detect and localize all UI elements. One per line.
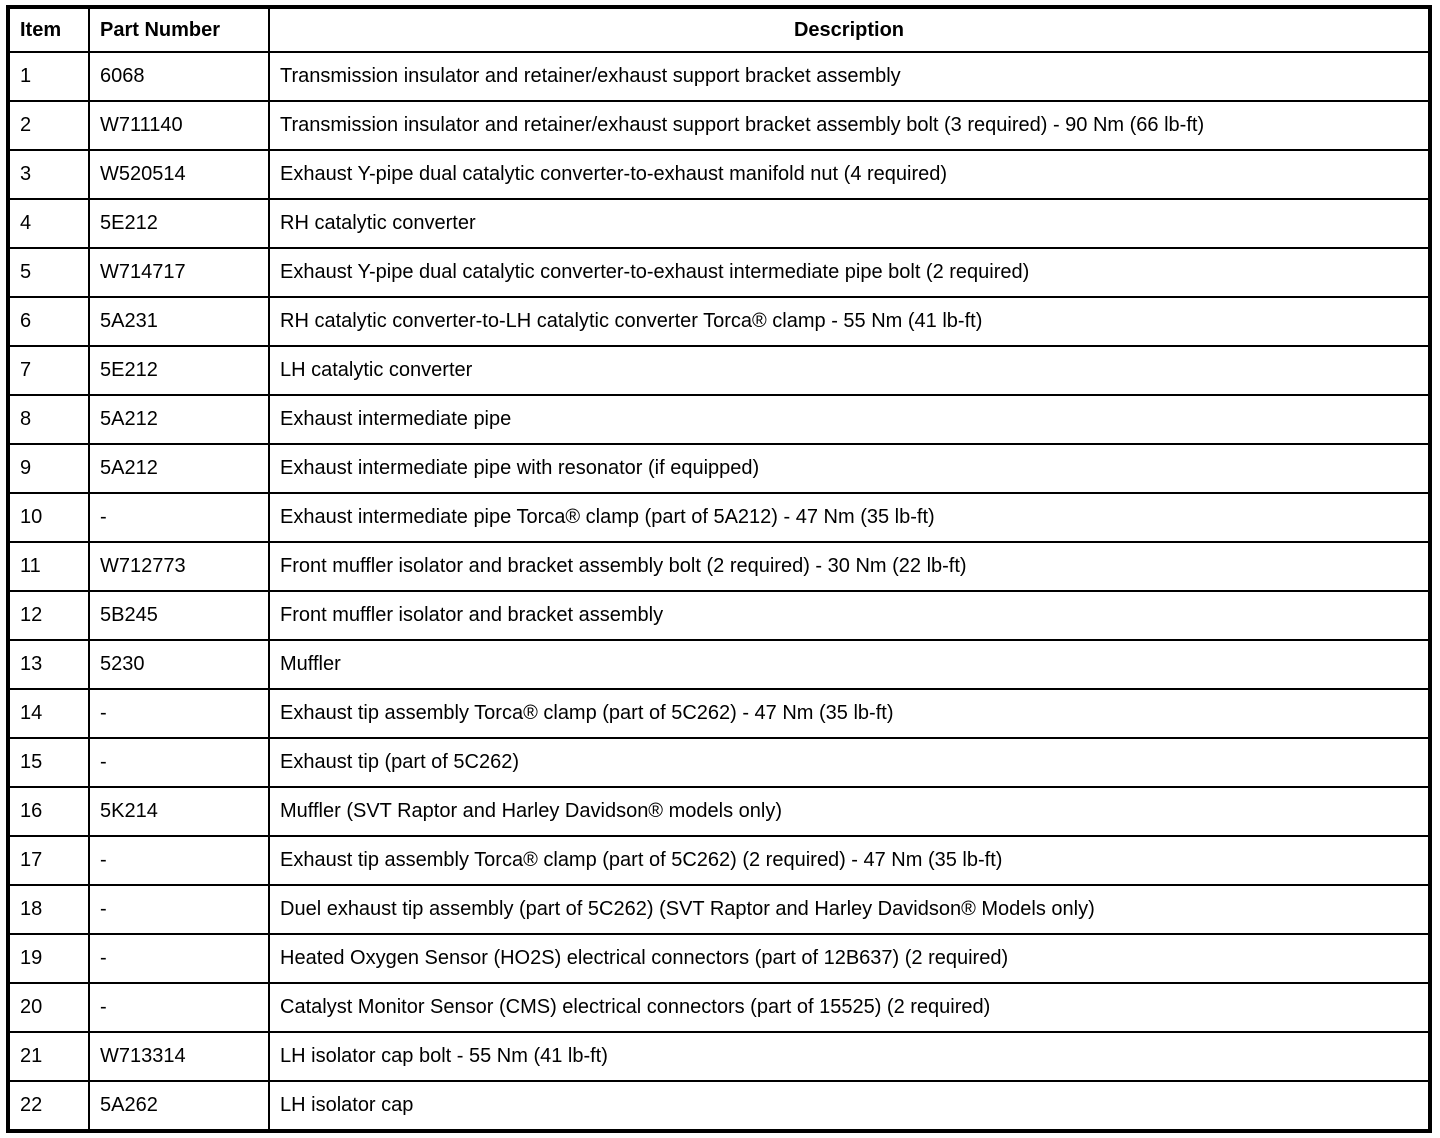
table-row bbox=[8, 885, 1430, 934]
description-cell: Transmission insulator and retainer/exhaust support bracket assembly bbox=[269, 52, 1430, 101]
table-row bbox=[8, 542, 1430, 591]
item-cell: 7 bbox=[8, 346, 89, 395]
table-row bbox=[8, 640, 1430, 689]
part-number-cell: 5230 bbox=[89, 640, 269, 689]
part-number-cell: W714717 bbox=[89, 248, 269, 297]
table-row bbox=[8, 150, 1430, 199]
description-cell: Front muffler isolator and bracket assembly bolt (2 required) - 30 Nm (22 lb-ft) bbox=[269, 542, 1430, 591]
part-number-cell: 5A231 bbox=[89, 297, 269, 346]
description-cell: Duel exhaust tip assembly (part of 5C262) (SVT Raptor and Harley Davidson® Models only) bbox=[269, 885, 1430, 934]
description-cell: Exhaust tip assembly Torca® clamp (part of 5C262) - 47 Nm (35 lb-ft) bbox=[269, 689, 1430, 738]
table-row bbox=[8, 493, 1430, 542]
table-row bbox=[8, 836, 1430, 885]
item-cell: 1 bbox=[8, 52, 89, 101]
description-cell: Exhaust intermediate pipe Torca® clamp (part of 5A212) - 47 Nm (35 lb-ft) bbox=[269, 493, 1430, 542]
description-cell: Exhaust tip assembly Torca® clamp (part of 5C262) (2 required) - 47 Nm (35 lb-ft) bbox=[269, 836, 1430, 885]
part-number-cell: - bbox=[89, 934, 269, 983]
item-cell: 2 bbox=[8, 101, 89, 150]
description-cell: Catalyst Monitor Sensor (CMS) electrical connectors (part of 15525) (2 required) bbox=[269, 983, 1430, 1032]
item-cell: 11 bbox=[8, 542, 89, 591]
description-cell: Exhaust Y-pipe dual catalytic converter-to-exhaust manifold nut (4 required) bbox=[269, 150, 1430, 199]
header-item: Item bbox=[8, 7, 89, 52]
item-cell: 22 bbox=[8, 1081, 89, 1131]
description-cell: LH isolator cap bbox=[269, 1081, 1430, 1131]
item-cell: 15 bbox=[8, 738, 89, 787]
table-row bbox=[8, 346, 1430, 395]
table-row bbox=[8, 787, 1430, 836]
part-number-cell: 5K214 bbox=[89, 787, 269, 836]
description-cell: Front muffler isolator and bracket assembly bbox=[269, 591, 1430, 640]
item-cell: 12 bbox=[8, 591, 89, 640]
part-number-cell: 5A262 bbox=[89, 1081, 269, 1131]
header-description: Description bbox=[269, 7, 1430, 52]
part-number-cell: 5E212 bbox=[89, 346, 269, 395]
part-number-cell: - bbox=[89, 493, 269, 542]
description-cell: Exhaust tip (part of 5C262) bbox=[269, 738, 1430, 787]
part-number-cell: - bbox=[89, 983, 269, 1032]
part-number-cell: - bbox=[89, 689, 269, 738]
table-row bbox=[8, 983, 1430, 1032]
item-cell: 16 bbox=[8, 787, 89, 836]
parts-table bbox=[6, 5, 1432, 1133]
table-row bbox=[8, 248, 1430, 297]
table-row bbox=[8, 689, 1430, 738]
table-row bbox=[8, 395, 1430, 444]
item-cell: 18 bbox=[8, 885, 89, 934]
item-cell: 14 bbox=[8, 689, 89, 738]
part-number-cell: W712773 bbox=[89, 542, 269, 591]
part-number-cell: 5A212 bbox=[89, 444, 269, 493]
item-cell: 10 bbox=[8, 493, 89, 542]
part-number-cell: 5A212 bbox=[89, 395, 269, 444]
table-row bbox=[8, 934, 1430, 983]
item-cell: 8 bbox=[8, 395, 89, 444]
description-cell: Heated Oxygen Sensor (HO2S) electrical connectors (part of 12B637) (2 required) bbox=[269, 934, 1430, 983]
table-row bbox=[8, 738, 1430, 787]
part-number-cell: 5B245 bbox=[89, 591, 269, 640]
table-row bbox=[8, 199, 1430, 248]
item-cell: 17 bbox=[8, 836, 89, 885]
part-number-cell: 6068 bbox=[89, 52, 269, 101]
item-cell: 5 bbox=[8, 248, 89, 297]
item-cell: 6 bbox=[8, 297, 89, 346]
part-number-cell: - bbox=[89, 885, 269, 934]
item-cell: 20 bbox=[8, 983, 89, 1032]
header-part-number: Part Number bbox=[89, 7, 269, 52]
parts-table-head bbox=[8, 7, 1430, 52]
table-row bbox=[8, 297, 1430, 346]
table-row bbox=[8, 591, 1430, 640]
description-cell: RH catalytic converter-to-LH catalytic converter Torca® clamp - 55 Nm (41 lb-ft) bbox=[269, 297, 1430, 346]
description-cell: Transmission insulator and retainer/exhaust support bracket assembly bolt (3 required) - 90 Nm (66 lb-ft) bbox=[269, 101, 1430, 150]
item-cell: 3 bbox=[8, 150, 89, 199]
description-cell: Exhaust Y-pipe dual catalytic converter-to-exhaust intermediate pipe bolt (2 required) bbox=[269, 248, 1430, 297]
part-number-cell: 5E212 bbox=[89, 199, 269, 248]
description-cell: RH catalytic converter bbox=[269, 199, 1430, 248]
item-cell: 19 bbox=[8, 934, 89, 983]
description-cell: Exhaust intermediate pipe bbox=[269, 395, 1430, 444]
description-cell: Muffler bbox=[269, 640, 1430, 689]
header-row bbox=[8, 7, 1430, 52]
part-number-cell: W713314 bbox=[89, 1032, 269, 1081]
description-cell: LH isolator cap bolt - 55 Nm (41 lb-ft) bbox=[269, 1032, 1430, 1081]
part-number-cell: - bbox=[89, 836, 269, 885]
table-row bbox=[8, 444, 1430, 493]
item-cell: 4 bbox=[8, 199, 89, 248]
item-cell: 13 bbox=[8, 640, 89, 689]
item-cell: 9 bbox=[8, 444, 89, 493]
part-number-cell: W520514 bbox=[89, 150, 269, 199]
table-row bbox=[8, 1081, 1430, 1131]
part-number-cell: W711140 bbox=[89, 101, 269, 150]
table-row bbox=[8, 101, 1430, 150]
parts-table-body bbox=[8, 52, 1430, 1131]
description-cell: LH catalytic converter bbox=[269, 346, 1430, 395]
part-number-cell: - bbox=[89, 738, 269, 787]
description-cell: Exhaust intermediate pipe with resonator (if equipped) bbox=[269, 444, 1430, 493]
description-cell: Muffler (SVT Raptor and Harley Davidson® models only) bbox=[269, 787, 1430, 836]
item-cell: 21 bbox=[8, 1032, 89, 1081]
table-row bbox=[8, 52, 1430, 101]
table-row bbox=[8, 1032, 1430, 1081]
